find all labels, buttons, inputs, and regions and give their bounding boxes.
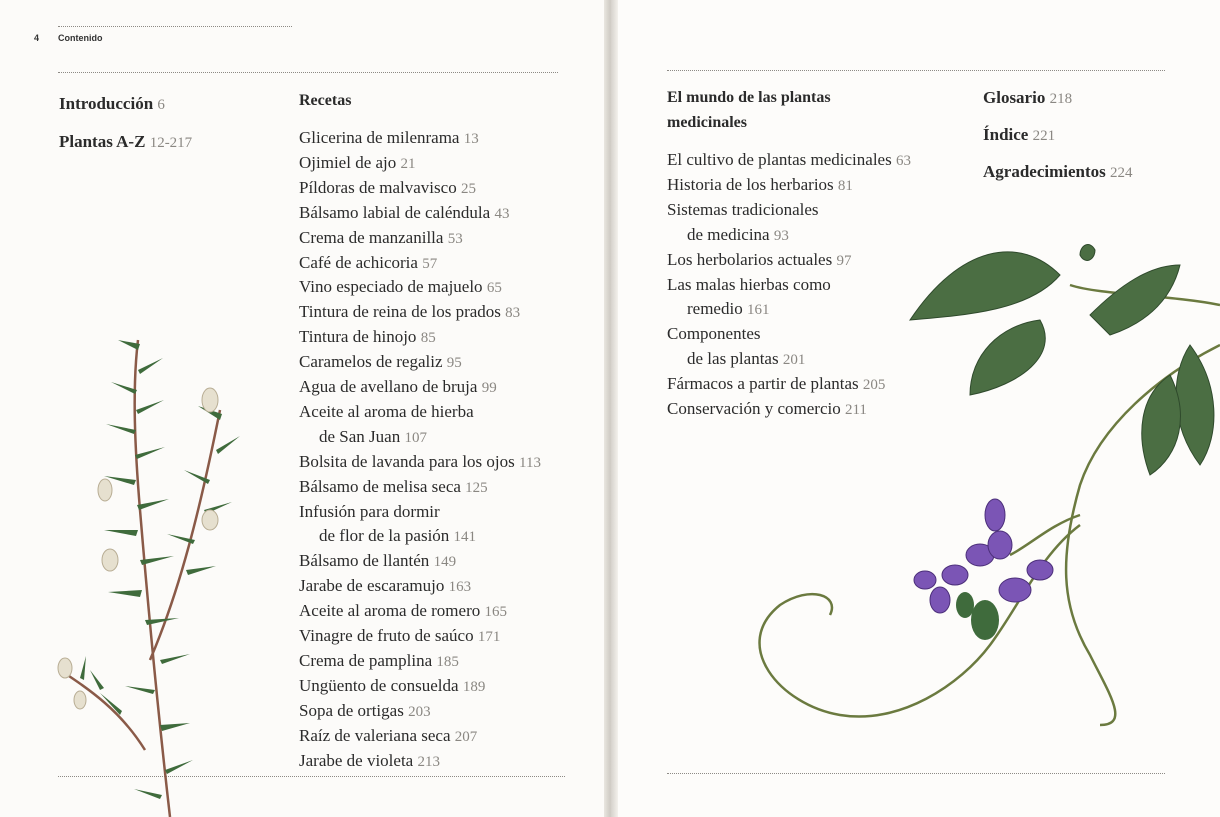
toc-entry-text: Crema de pamplina: [299, 650, 433, 670]
toc-entry[interactable]: [299, 452, 541, 473]
toc-entry-text: Las malas hierbas como: [667, 274, 831, 294]
toc-entry: [299, 402, 474, 422]
toc-index-label: Índice: [983, 125, 1029, 144]
toc-entry-text: El cultivo de plantas medicinales: [667, 150, 892, 169]
toc-entry[interactable]: [667, 175, 853, 196]
toc-plants-page: 12-217: [149, 135, 193, 151]
toc-entry-page: 65: [486, 280, 502, 297]
toc-entry-text: Tintura de hinojo: [299, 327, 417, 347]
toc-entry[interactable]: [299, 751, 440, 772]
toc-entry-page: 85: [420, 330, 436, 347]
toc-entry-text: Sopa de ortigas: [299, 700, 404, 720]
toc-entry[interactable]: [299, 277, 502, 298]
toc-entry-page: 163: [448, 579, 472, 596]
toc-entry-text: Píldoras de malvavisco: [299, 177, 457, 197]
toc-thanks[interactable]: [983, 162, 1133, 183]
toc-thanks-label: Agradecimientos: [983, 162, 1106, 181]
toc-entry-text: Glicerina de milenrama: [299, 128, 460, 147]
toc-entry-text: de medicina: [687, 224, 770, 244]
toc-index-page: 221: [1032, 128, 1056, 144]
toc-entry-text: Conservación y comercio: [667, 399, 841, 418]
toc-entry[interactable]: [667, 150, 911, 171]
toc-entry-page: 13: [463, 131, 479, 147]
toc-entry-page: 201: [782, 352, 806, 369]
rosemary-illustration: [20, 330, 290, 817]
recipes-heading: Recetas: [299, 92, 352, 109]
toc-entry[interactable]: [299, 203, 509, 224]
toc-entry-text: Agua de avellano de bruja: [299, 377, 478, 396]
toc-entry-page: 171: [477, 629, 501, 645]
toc-entry[interactable]: [319, 526, 476, 547]
toc-entry-text: Bálsamo de llantén: [299, 551, 430, 571]
toc-entry-text: Tintura de reina de los prados: [299, 302, 501, 322]
toc-entry-page: 83: [505, 305, 521, 322]
toc-entry-page: 211: [844, 402, 867, 418]
toc-entry-text: Ungüento de consuelda: [299, 675, 459, 695]
toc-entry-text: Jarabe de escaramujo: [299, 576, 445, 596]
toc-entry-page: 107: [404, 429, 427, 446]
top-rule-left: [58, 72, 558, 73]
toc-entry-text: Vinagre de fruto de saúco: [299, 626, 474, 645]
toc-intro-page: 6: [157, 97, 165, 113]
toc-entry[interactable]: [299, 228, 463, 249]
bottom-rule-right: [667, 773, 1165, 774]
toc-entry-text: de flor de la pasión: [319, 526, 450, 546]
toc-glossary-label: Glosario: [983, 88, 1046, 107]
toc-entry-text: Crema de manzanilla: [299, 227, 444, 247]
violet-vine-illustration: [740, 225, 1220, 755]
toc-entry-page: 93: [773, 227, 789, 244]
toc-entry-text: de las plantas: [687, 349, 779, 369]
toc-entry-text: Vino especiado de majuelo: [299, 277, 483, 297]
toc-entry[interactable]: [299, 327, 436, 348]
toc-entry-page: 81: [837, 177, 853, 194]
toc-entry-page: 21: [400, 155, 416, 172]
toc-entry-text: Infusión para dormir: [299, 501, 440, 521]
toc-entry[interactable]: [299, 551, 456, 572]
toc-glossary[interactable]: [983, 88, 1072, 109]
toc-entry-text: remedio: [687, 299, 743, 319]
toc-glossary-page: 218: [1049, 91, 1073, 107]
toc-entry-page: 113: [519, 454, 541, 471]
toc-entry[interactable]: [299, 626, 500, 647]
toc-entry-page: 203: [408, 703, 431, 720]
toc-entry-text: Historia de los herbarios: [667, 174, 834, 194]
toc-entry[interactable]: [299, 302, 520, 323]
toc-entry-page: 43: [494, 205, 510, 222]
toc-entry-page: 165: [484, 604, 507, 621]
toc-entry[interactable]: [299, 153, 416, 174]
toc-entry-page: 207: [454, 728, 478, 745]
toc-entry-text: Aceite al aroma de hierba: [299, 401, 474, 421]
toc-entry-text: Caramelos de regaliz: [299, 352, 443, 372]
toc-entry-page: 53: [447, 230, 463, 247]
toc-entry-page: 99: [481, 380, 497, 396]
toc-entry[interactable]: [299, 651, 459, 672]
toc-entry-page: 125: [465, 479, 488, 496]
toc-intro[interactable]: [59, 94, 165, 115]
toc-plants[interactable]: [59, 132, 192, 153]
world-heading-line-1: El mundo de las plantas: [667, 89, 831, 106]
toc-entry-text: Café de achicoria: [299, 252, 418, 272]
toc-entry-page: 141: [453, 529, 477, 546]
toc-entry[interactable]: [299, 477, 488, 498]
toc-entry[interactable]: [299, 676, 485, 697]
toc-entry-page: 97: [836, 252, 852, 269]
page-number: 4: [34, 33, 40, 43]
toc-entry-page: 185: [436, 653, 459, 670]
toc-entry-page: 63: [895, 153, 911, 169]
toc-entry-text: Bolsita de lavanda para los ojos: [299, 451, 515, 471]
toc-entry: [299, 502, 440, 522]
toc-entry-page: 149: [433, 554, 457, 571]
toc-entry-text: Jarabe de violeta: [299, 750, 414, 770]
book-gutter: [604, 0, 618, 817]
toc-entry-page: 161: [746, 302, 770, 319]
toc-entry[interactable]: [299, 576, 471, 597]
running-head: Contenido: [58, 33, 103, 43]
toc-entry-text: Raíz de valeriana seca: [299, 725, 451, 745]
toc-entry-text: Componentes: [667, 324, 761, 344]
toc-entry-page: 95: [446, 355, 462, 372]
toc-entry-page: 213: [417, 753, 440, 770]
toc-entry[interactable]: [299, 377, 497, 398]
toc-entry[interactable]: [299, 701, 431, 722]
world-heading-line-2: medicinales: [667, 114, 747, 131]
toc-index[interactable]: [983, 125, 1055, 146]
toc-entry[interactable]: [299, 128, 479, 149]
toc-entry[interactable]: [299, 253, 437, 274]
toc-entry-text: Los herbolarios actuales: [667, 249, 833, 269]
toc-entry[interactable]: [299, 726, 477, 747]
toc-entry-page: 25: [460, 180, 476, 197]
toc-entry[interactable]: [299, 178, 476, 199]
toc-entry[interactable]: [319, 427, 427, 448]
toc-entry-page: 57: [422, 255, 438, 272]
toc-intro-label: Introducción: [59, 94, 154, 113]
toc-entry-text: Aceite al aroma de romero: [299, 601, 481, 621]
header-rule: [58, 26, 292, 27]
toc-entry: [667, 200, 819, 220]
toc-entry-text: Bálsamo de melisa seca: [299, 476, 461, 496]
toc-entry-text: Sistemas tradicionales: [667, 199, 819, 219]
toc-entry-text: de San Juan: [319, 426, 401, 446]
toc-entry-page: 205: [862, 377, 886, 394]
top-rule-right: [667, 70, 1165, 71]
toc-entry-text: Ojimiel de ajo: [299, 152, 397, 172]
toc-entry-text: Bálsamo labial de caléndula: [299, 202, 491, 222]
toc-entry[interactable]: [299, 601, 507, 622]
toc-thanks-page: 224: [1110, 165, 1133, 181]
toc-entry-page: 189: [462, 678, 486, 695]
toc-entry-text: Fármacos a partir de plantas: [667, 374, 859, 394]
toc-entry[interactable]: [299, 352, 462, 373]
toc-plants-label: Plantas A-Z: [59, 132, 146, 151]
